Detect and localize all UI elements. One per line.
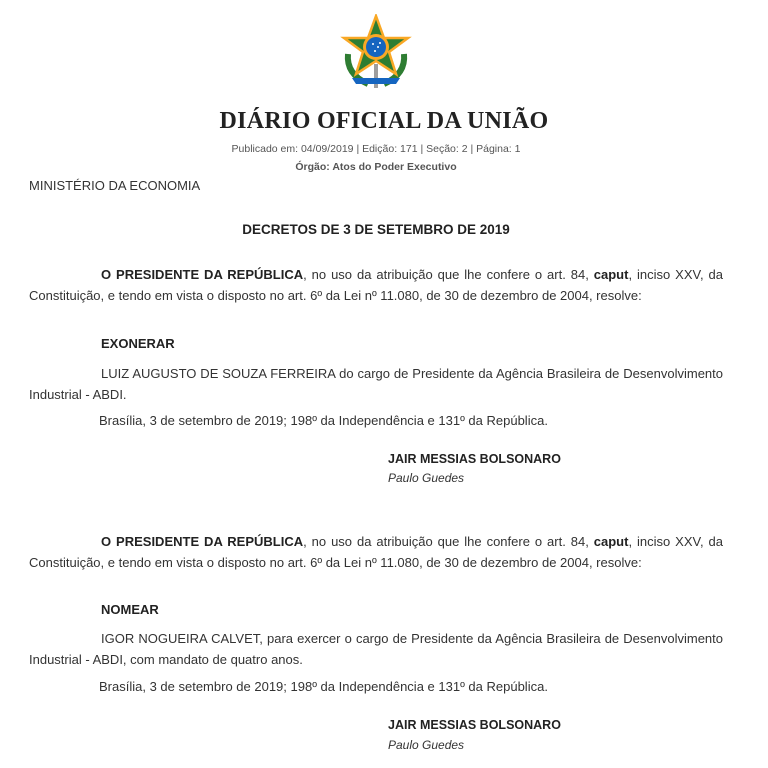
newspaper-title: DIÁRIO OFICIAL DA UNIÃO: [219, 108, 549, 134]
preamble-middle: , no uso da atribuição que lhe confere o art. 84,: [303, 267, 589, 282]
decree-verb: EXONERAR: [101, 336, 175, 351]
signer-name: JAIR MESSIAS BOLSONARO: [388, 718, 561, 732]
preamble-subject: O PRESIDENTE DA REPÚBLICA: [101, 267, 304, 282]
preamble-caput: caput: [593, 534, 629, 549]
place-date: Brasília, 3 de setembro de 2019; 198º da Independência e 131º da República.: [99, 679, 548, 694]
minister-name: Paulo Guedes: [388, 738, 465, 752]
decree-verb: NOMEAR: [101, 602, 159, 617]
decree-preamble: [29, 264, 723, 306]
preamble-rest: , inciso XXV, da Constituição, e tendo em vista o disposto no art. 6º da Lei nº 11.080, de 30 de dezembro de 2004, resolve:: [29, 267, 723, 303]
decree-preamble: [29, 531, 723, 573]
preamble-rest: , inciso XXV, da Constituição, e tendo em vista o disposto no art. 6º da Lei nº 11.080, de 30 de dezembro de 2004, resolve:: [29, 534, 723, 570]
place-date: Brasília, 3 de setembro de 2019; 198º da Independência e 131º da República.: [99, 413, 548, 428]
ministry-label: MINISTÉRIO DA ECONOMIA: [29, 178, 201, 193]
preamble-subject: O PRESIDENTE DA REPÚBLICA: [101, 534, 304, 549]
decree-heading: DECRETOS DE 3 DE SETEMBRO DE 2019: [242, 222, 510, 237]
signer-name: JAIR MESSIAS BOLSONARO: [388, 452, 561, 466]
preamble-middle: , no uso da atribuição que lhe confere o art. 84,: [303, 534, 589, 549]
coat-of-arms-emblem: [338, 14, 414, 92]
minister-name: Paulo Guedes: [388, 471, 465, 485]
preamble-caput: caput: [593, 267, 629, 282]
orgao-label: Órgão: Atos do Poder Executivo: [295, 161, 457, 173]
publication-info: Publicado em: 04/09/2019 | Edição: 171 | Seção: 2 | Página: 1: [231, 143, 521, 155]
decree-body: LUIZ AUGUSTO DE SOUZA FERREIRA do cargo de Presidente da Agência Brasileira de Desenvolvimento Industrial - ABDI.: [29, 366, 723, 402]
decree-body: IGOR NOGUEIRA CALVET, para exercer o cargo de Presidente da Agência Brasileira de Desenvolvimento Industrial - ABDI, com mandato de quatro anos.: [29, 631, 723, 667]
